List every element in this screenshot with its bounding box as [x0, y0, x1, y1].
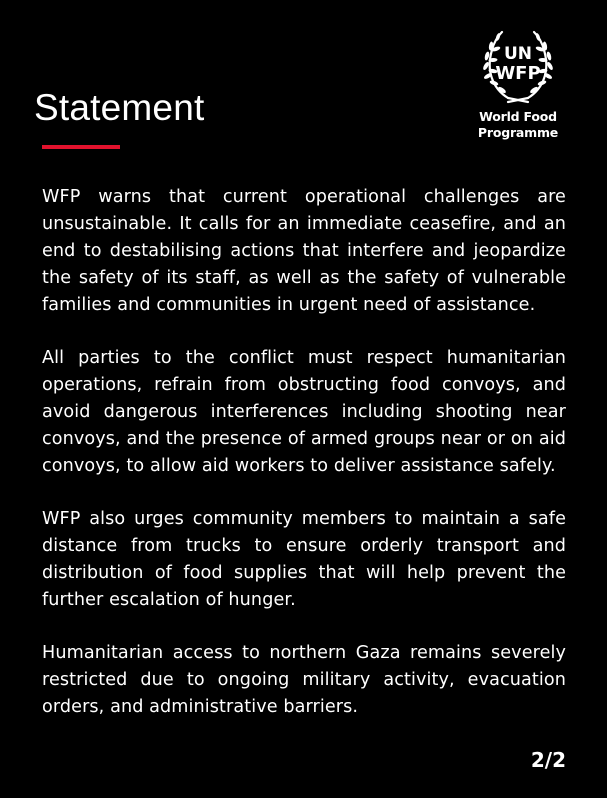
wfp-logo	[470, 26, 570, 146]
title-underline	[42, 145, 120, 149]
page-title: Statement	[34, 87, 205, 128]
paragraph-1: WFP warns that current operational challenges are unsustainable. It calls for an immediate ceasefire, and an end to destabilising actions that interfere and jeopardize the safety of its staff, as well as the safety of vulnerable families and communities in urgent need of assistance.	[42, 187, 566, 315]
statement-body	[42, 184, 566, 747]
paragraph-3: WFP also urges community members to maintain a safe distance from trucks to ensure orderly transport and distribution of food supplies that will help prevent the further escalation of hunger.	[42, 509, 566, 610]
emblem-un-text: UN	[503, 44, 533, 64]
paragraph-4: Humanitarian access to northern Gaza remains severely restricted due to ongoing military activity, evacuation orders, and administrative barriers.	[42, 643, 566, 717]
emblem-wfp-text: WFP	[495, 63, 541, 84]
logo-caption-line2: Programme	[477, 125, 559, 140]
logo-caption-line1: World Food	[479, 109, 557, 124]
paragraph-2: All parties to the conflict must respect humanitarian operations, refrain from obstructing food convoys, and avoid dangerous interferences including shooting near convoys, and the presence of armed groups near or on aid convoys, to allow aid workers to deliver assistance safely.	[42, 348, 566, 476]
un-wreath-emblem-icon	[478, 26, 558, 106]
page-indicator: 2/2	[530, 748, 566, 772]
logo-caption	[470, 109, 566, 141]
